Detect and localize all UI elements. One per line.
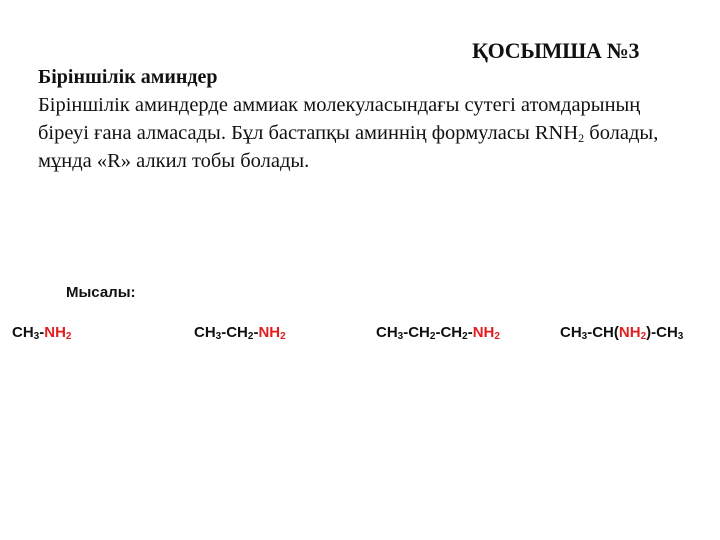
section-heading: Біріншілік аминдер [38, 66, 218, 88]
paragraph-text-part1: Біріншілік аминдерде аммиак молекуласындағы сутегі атомдарының біреуі ғана алмасады. Бұл бастапқы аминнің формуласы RNH [38, 94, 641, 144]
formula-part: CH [12, 324, 34, 341]
section-paragraph [38, 91, 678, 175]
formula-subscript: 2 [640, 331, 647, 342]
formula-subscript: 2 [429, 331, 436, 342]
formula-methylamine [12, 324, 71, 341]
formula-isopropylamine [560, 324, 683, 341]
examples-label: Мысалы: [66, 284, 136, 301]
formula-part: -CH( [587, 324, 619, 341]
formula-subscript: 3 [581, 331, 588, 342]
formula-part: CH [560, 324, 582, 341]
formula-part: -CH [221, 324, 248, 341]
formula-subscript: 2 [494, 331, 500, 342]
formula-part: - [39, 324, 45, 341]
formula-part: CH [376, 324, 398, 341]
formula-ethylamine [194, 324, 286, 341]
formula-part: -CH [435, 324, 463, 341]
formula-part: - [467, 324, 473, 341]
formula-part: - [253, 324, 259, 341]
paragraph-subscript: 2 [578, 131, 585, 145]
formula-propylamine [376, 324, 500, 341]
formula-subscript: 2 [280, 331, 286, 342]
formula-subscript: 2 [65, 331, 72, 342]
formula-subscript: 3 [397, 331, 404, 342]
formula-subscript: 3 [215, 331, 222, 342]
formula-part: NH [258, 324, 281, 341]
formula-part: NH [44, 324, 66, 341]
formula-subscript: 3 [33, 331, 40, 342]
formula-subscript: 2 [462, 331, 468, 342]
formula-part: -CH [403, 324, 430, 341]
formula-part: CH [194, 324, 216, 341]
formula-part: )-CH [646, 324, 678, 341]
formula-part: NH [618, 324, 641, 341]
formula-subscript: 3 [677, 331, 684, 342]
formula-subscript: 2 [247, 331, 254, 342]
paragraph-text-part2: болады, мұнда «R» алкил тобы болады. [38, 122, 659, 172]
formula-part: NH [472, 324, 495, 341]
appendix-title: ҚОСЫМША №3 [472, 38, 640, 63]
